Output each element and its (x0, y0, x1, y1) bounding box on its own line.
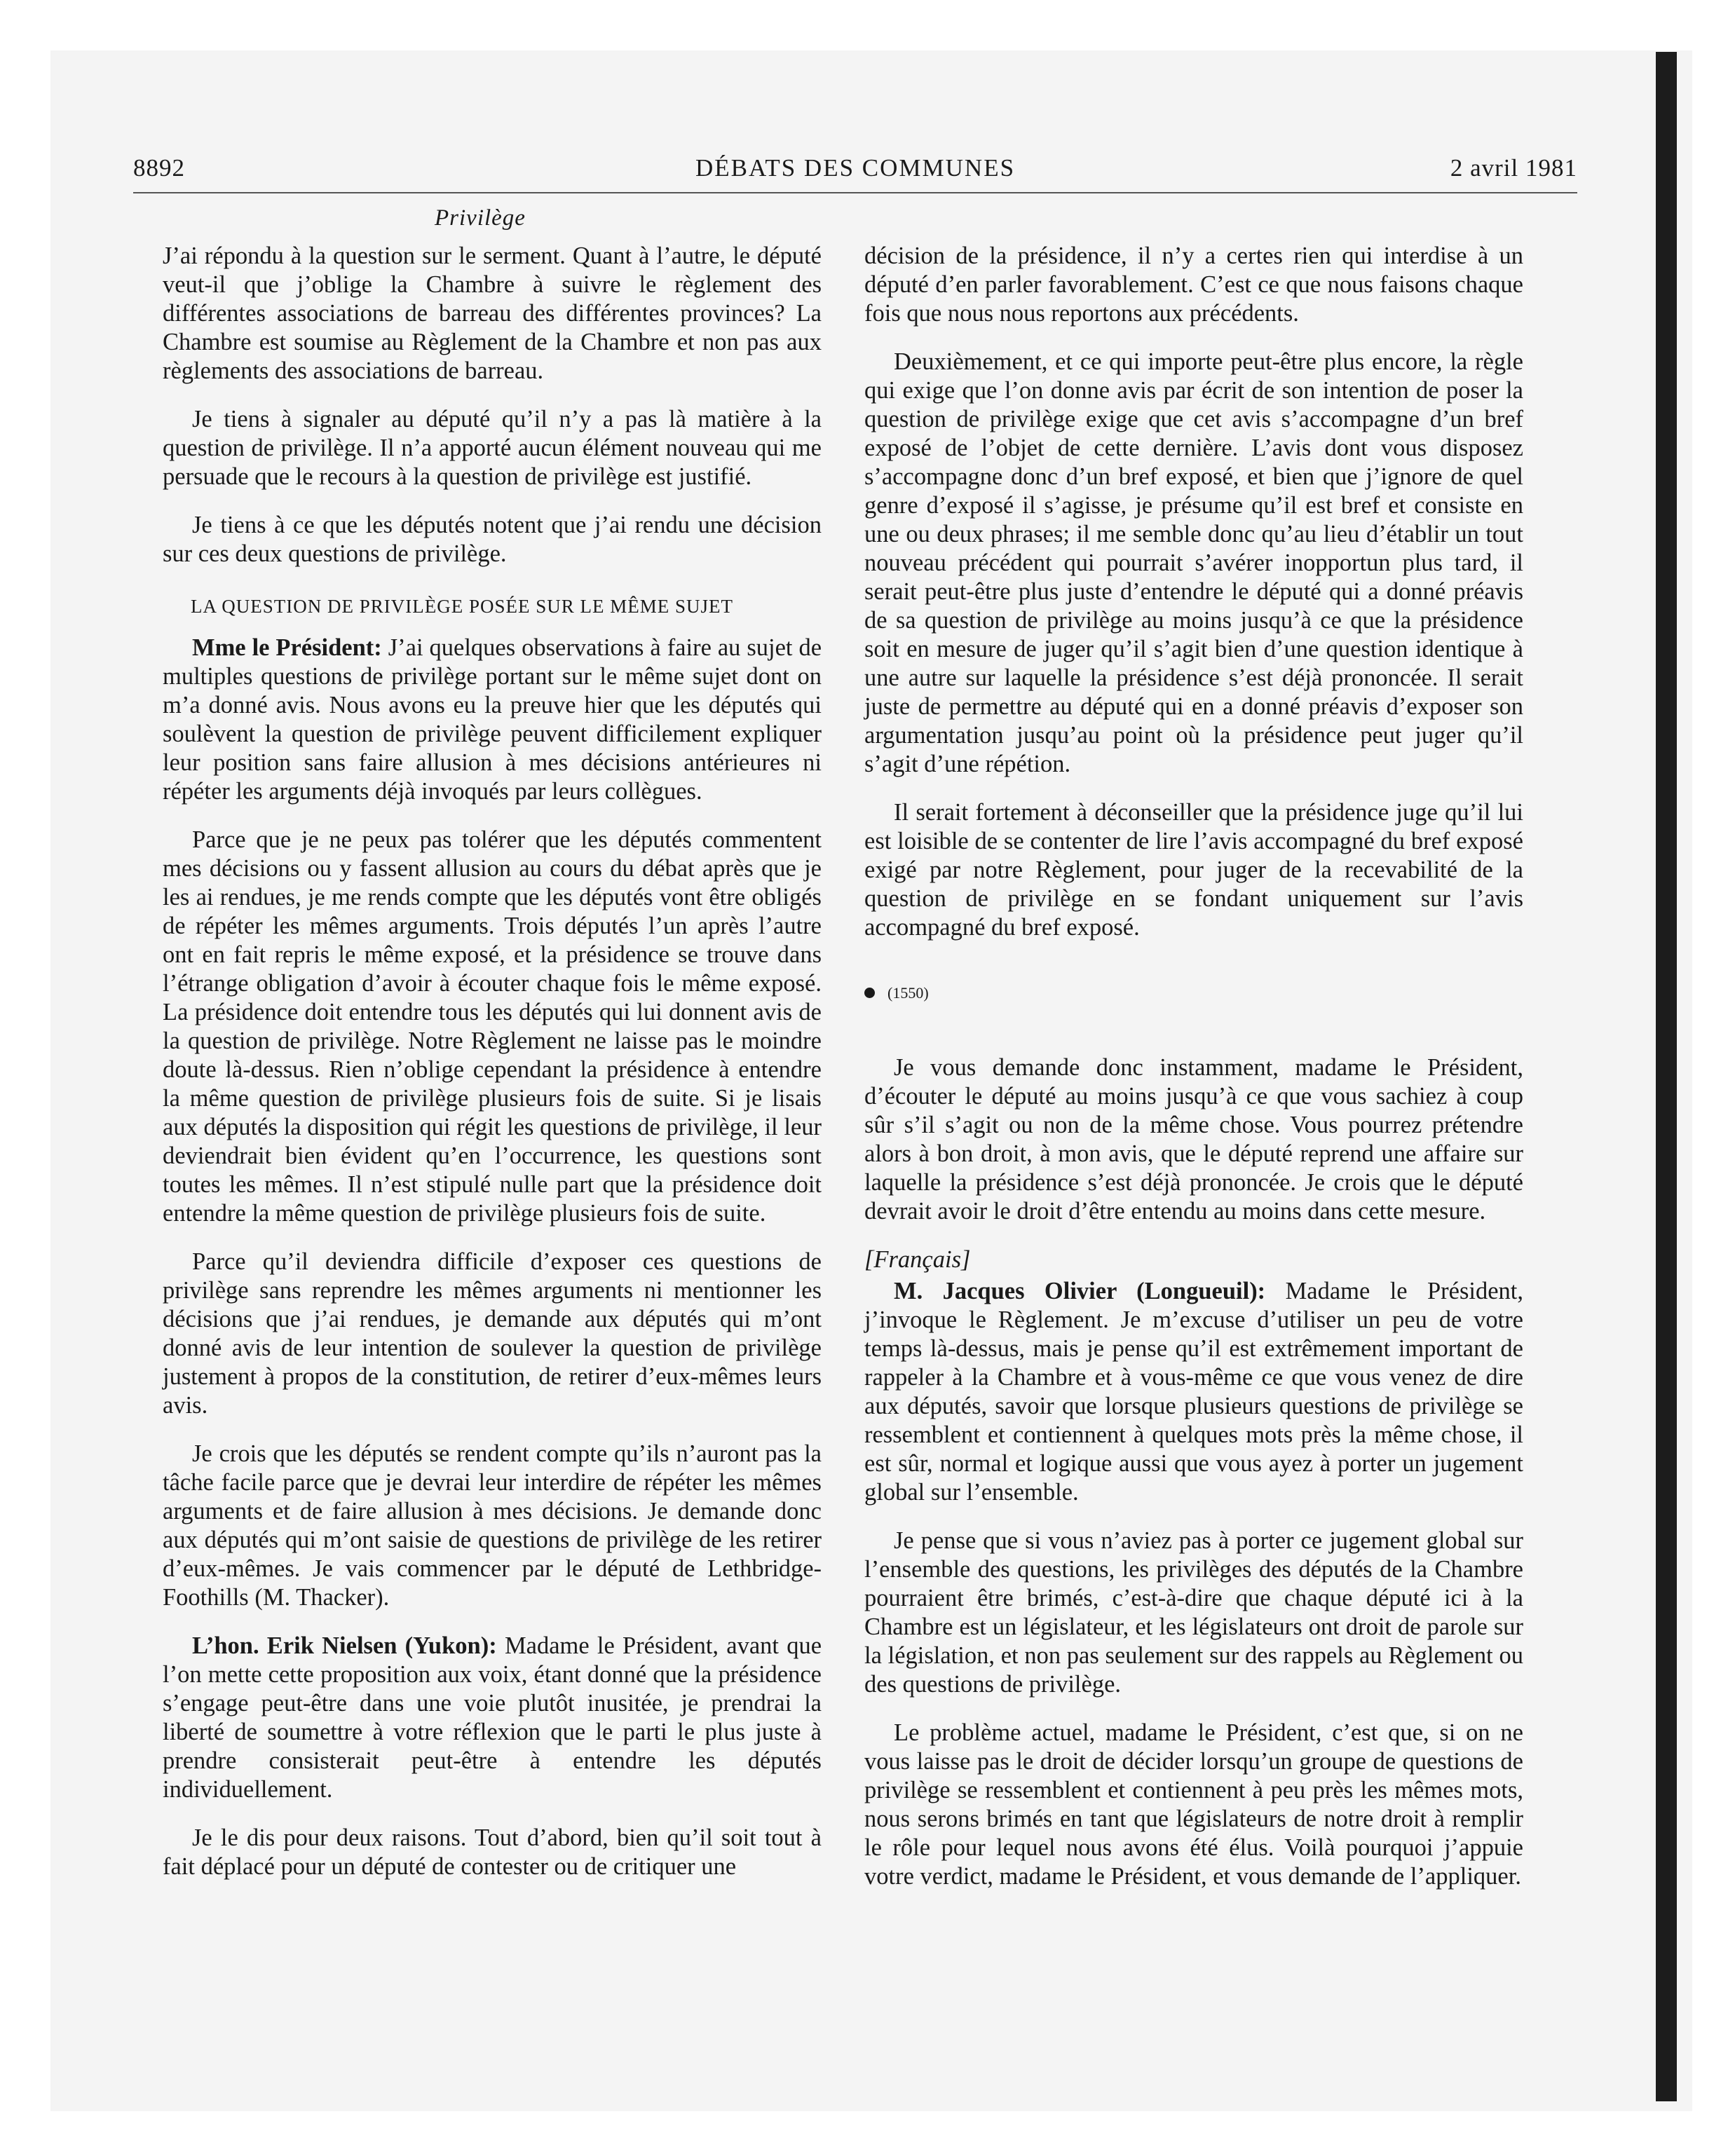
paragraph: Le problème actuel, madame le Président, c’est que, si on ne vous laisse pas le droit de décider lorsqu’un groupe de questions de privilège se ressemblent et contiennent à peu près les mêmes mots, nous serons brimés en tant que législateurs de notre droit à remplir le rôle pour lequel nous avons été élus. Voilà pourquoi j’appuie votre verdict, madame le Président, et vous demande de l’appliquer. (864, 1719, 1523, 1890)
time-marker-text: (1550) (887, 984, 929, 1002)
document-page (133, 154, 1577, 1890)
paragraph: Je tiens à signaler au député qu’il n’y a pas là matière à la question de privilège. Il n’a apporté aucun élément nouveau qui me persuade que le recours à la question de privilège est justifié. (163, 406, 822, 490)
paragraph: Je crois que les députés se rendent compte qu’ils n’auront pas la tâche facile parce que je devrai leur interdire de répéter les mêmes arguments et de faire allusion à mes décisions. Je demande donc aux députés qui m’ont saisie de questions de privilège de les retirer d’eux-mêmes. Je vais commencer par le député de Lethbridge-Foothills (M. Thacker). (163, 1440, 822, 1611)
publication-title: DÉBATS DES COMMUNES (695, 154, 1016, 182)
paragraph: Il serait fortement à déconseiller que la présidence juge qu’il lui est loisible de se contenter de lire l’avis accompagné du bref exposé exigé par notre Règlement, pour juger de la recevabilité de la question de privilège en se fondant uniquement sur l’avis accompagné du bref exposé. (864, 799, 1523, 941)
left-column (163, 242, 822, 1901)
time-marker (864, 978, 1523, 1007)
speech-paragraph (163, 634, 822, 806)
speech-text: Madame le Président, j’invoque le Règlement. Je m’excuse d’utiliser un peu de votre temps là-dessus, mais je pense qu’il est extrêmement important de rappeler à la Chambre et à vous-même ce que vous venez de dire aux députés, savoir que lorsque plusieurs questions de privilège se ressemblent et contiennent à quelques mots près la même chose, il est sûr, normal et logique aussi que vous ayez à porter un jugement global sur l’ensemble. (864, 1278, 1524, 1506)
paragraph: Je pense que si vous n’aviez pas à porter ce jugement global sur l’ensemble des questions, les privilèges des députés de la Chambre pourraient être brimés, c’est-à-dire que chaque député ici à la Chambre est un législateur, et les législateurs ont droit de parole sur la législation, et non pas seulement sur des rappels au Règlement ou des questions de privilège. (864, 1527, 1523, 1698)
paragraph: J’ai répondu à la question sur le serment. Quant à l’autre, le député veut-il que j’oblige la Chambre à suivre le règlement des différentes associations de barreau des différentes provinces? La Chambre est soumise au Règlement de la Chambre et non pas aux règlements des associations de barreau. (163, 243, 822, 384)
speech-paragraph (864, 1277, 1523, 1507)
page-number: 8892 (133, 154, 185, 182)
language-tag: [Français] (864, 1246, 971, 1273)
paragraph: décision de la présidence, il n’y a certes rien qui interdise à un député d’en parler favorablement. C’est ce que nous faisons chaque fois que nous nous reportons aux précédents. (864, 243, 1523, 327)
issue-date: 2 avril 1981 (1450, 154, 1577, 182)
speaker-name: M. Jacques Olivier (Longueuil): (894, 1278, 1266, 1304)
paragraph: Je vous demande donc instamment, madame le Président, d’écouter le député au moins jusqu’à ce que vous sachiez à coup sûr s’il s’agit ou non de la même chose. Vous pourrez prétendre alors à bon droit, à mon avis, que le député reprend une affaire sur laquelle la présidence s’est déjà prononcée. Je crois que le député devrait avoir le droit d’être entendu au moins dans cette mesure. (864, 1054, 1523, 1224)
speech-text: Madame le Président, avant que l’on mette cette proposition aux voix, étant donné que la présidence s’engage peut-être dans une voie plutôt inusitée, je prendrai la liberté de soumettre à votre réflexion que le parti le plus juste à prendre consisterait peut-être à entendre les députés individuellement. (163, 1632, 822, 1803)
page-header (133, 154, 1577, 193)
paragraph: Je le dis pour deux raisons. Tout d’abord, bien qu’il soit tout à fait déplacé pour un député de contester ou de critiquer une (163, 1824, 822, 1880)
bullet-icon (864, 988, 875, 998)
scan-edge-bar (1656, 52, 1677, 2101)
speech-paragraph (163, 1632, 822, 1804)
speaker-name: Mme le Président: (192, 634, 382, 661)
running-head: Privilège (435, 205, 526, 231)
paragraph: Je tiens à ce que les députés notent que j’ai rendu une décision sur ces deux questions de privilège. (163, 512, 822, 567)
paragraph: Parce qu’il deviendra difficile d’exposer ces questions de privilège sans reprendre les mêmes arguments ni mentionner les décisions que j’ai rendues, je demande aux députés qui m’ont donné avis de leur intention de soulever la question de privilège justement à propos de la constitution, de retirer d’eux-mêmes leurs avis. (163, 1248, 822, 1419)
paragraph: Deuxièmement, et ce qui importe peut-être plus encore, la règle qui exige que l’on donne avis par écrit de son intention de poser la question de privilège exige que cet avis s’accompagne d’un bref exposé de l’objet de cette dernière. L’avis dont vous disposez s’accompagne donc d’un bref exposé, et bien que j’ignore de quel genre d’exposé il s’agisse, je présume qu’il est bref et consiste en une ou deux phrases; il me semble donc qu’au lieu d’établir un tout nouveau précédent qui pourrait s’avérer inopportun plus tard, il serait peut-être plus juste d’entendre le député qui a donné préavis de sa question de privilège au moins jusqu’à ce que la présidence soit en mesure de juger qu’il s’agit bien d’une question identique à une autre sur laquelle la présidence s’est déjà prononcée. Il serait juste de permettre au député qui en a donné préavis d’exposer son argumentation jusqu’au point où la présidence peut juger qu’il s’agit d’une répétion. (864, 348, 1523, 777)
right-column (864, 242, 1523, 1911)
section-heading: LA QUESTION DE PRIVILÈGE POSÉE SUR LE MÊME SUJET (191, 596, 733, 617)
speaker-name: L’hon. Erik Nielsen (Yukon): (192, 1632, 497, 1659)
paragraph: Parce que je ne peux pas tolérer que les députés commentent mes décisions ou y fassent allusion au cours du débat après que je les ai rendues, je me rends compte que les députés vont être obligés de répéter les mêmes arguments. Trois députés l’un après l’autre ont en fait repris le même exposé, et la présidence se trouve dans l’étrange obligation d’avoir à écouter chaque fois le même exposé. La présidence doit entendre tous les députés qui lui donnent avis de la question de privilège. Notre Règlement ne laisse pas le moindre doute là-dessus. Rien n’oblige cependant la présidence à entendre la même question de privilège plusieurs fois de suite. Si je lisais aux députés la disposition qui régit les questions de privilège, il leur deviendrait bien évident qu’en l’occurrence, les questions sont toutes les mêmes. Il n’est stipulé nulle part que la présidence doit entendre la même question de privilège plusieurs fois de suite. (163, 826, 822, 1227)
speech-text: J’ai quelques observations à faire au sujet de multiples questions de privilège portant sur le même sujet dont on m’a donné avis. Nous avons eu la preuve hier que les députés qui soulèvent la question de privilège peuvent difficilement expliquer leur position sans faire allusion à mes décisions antérieures ni répéter les arguments déjà invoqués par leurs collègues. (163, 634, 822, 805)
